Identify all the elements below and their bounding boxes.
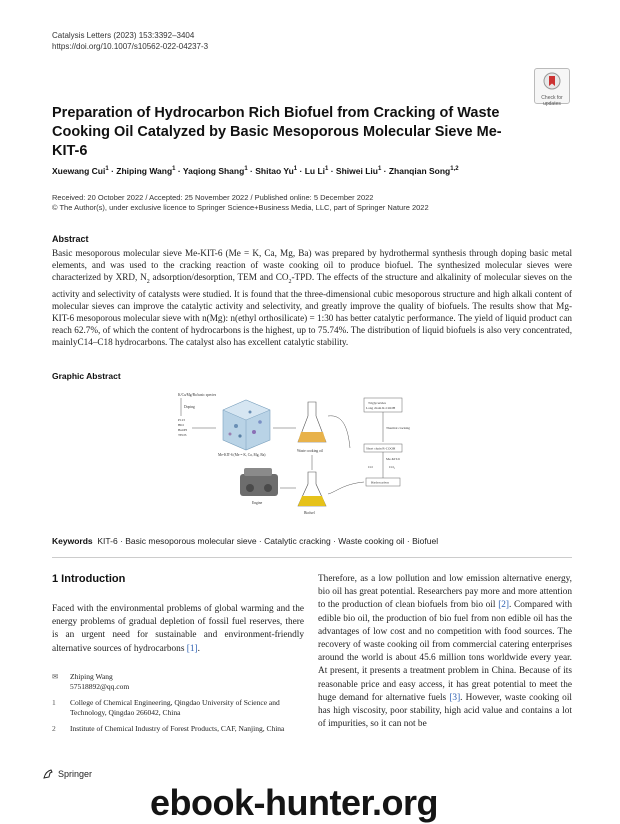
ga-co2-text: CO (389, 465, 394, 469)
abstract-part1: Basic mesoporous molecular sieve Me-KIT-6 (Me = K, Ca, Mg, Ba) was prepared by hydrothermal synthesis through doping basic metal elements, and was used to the cracking reaction of waste cooking oil to produce biofuel. The synthesized molecular sieves were characterized by XRD, N (52, 248, 572, 283)
envelope-icon: ✉ (52, 672, 59, 681)
keywords-label: Keywords (52, 536, 93, 546)
doi-link[interactable]: https://doi.org/10.1007/s10562-022-04237-3 (52, 42, 209, 51)
journal-name: Catalysis Letters (2023) 153:3392–3404 (52, 31, 195, 40)
graphic-abstract-figure (178, 388, 448, 518)
abstract-part3: -TPD. The effects of the structure and alkalinity of molecular sieves on the activity and selectivity of catalysts were studied. It is found that the three-dimensional cubic mesoporous structure and high alkali content of molecular sieves can improve the catalytic activity and selectivity, and greatly improve the quality of biofuels. The results show that Mg-KIT-6 mesoporous molecular sieve with n(Mg): n(ethyl orthosilicate) = 1:30 has better catalytic performance. The yield of liquid product can reach 62.7%, of which the content of hydrocarbons is the highest, up to 75.74%. The distribution of liquid biofuels is also very concentrated, mainlyC14–C18 hydrocarbons. The catalyst also has excellent catalytic stability. (52, 272, 572, 348)
abstract-part2: adsorption/desorption, TEM and CO (149, 272, 289, 283)
author-affiliation-mark: 1 (172, 166, 176, 172)
citation-link[interactable]: [3] (449, 692, 461, 703)
graphic-abstract-heading: Graphic Abstract (52, 371, 121, 381)
journal-header (52, 30, 208, 52)
affiliation-2-text: Institute of Chemical Industry of Forest Products, CAF, Nanjing, China (70, 724, 285, 733)
introduction-heading: 1 Introduction (52, 573, 126, 585)
ga-return-arrow (328, 482, 364, 494)
ga-long-chain: Long chain R-COOH (366, 406, 396, 410)
author-name[interactable]: Zhiping Wang$^1$ (116, 165, 176, 176)
author-name[interactable]: Xuewang Cui$^1$ (52, 165, 109, 176)
check-for-updates-badge[interactable] (534, 68, 570, 107)
abstract-sub1: 2 (146, 279, 150, 286)
author-affiliation-mark: 1,2 (450, 166, 459, 172)
affiliation-1 (52, 698, 304, 718)
affiliation-1-text: College of Chemical Engineering, Qingdao University of Science and Technology, Qingdao 266042, China (70, 698, 280, 717)
author-affiliation-mark: 1 (293, 166, 298, 172)
citation-link[interactable]: [2] (498, 600, 510, 611)
ga-co2-sub: 2 (393, 467, 395, 470)
corresponding-name: Zhiping Wang (70, 672, 113, 681)
footnotes (52, 672, 304, 740)
abstract-heading: Abstract (52, 234, 89, 244)
abstract-text (52, 247, 572, 349)
author-name[interactable]: Shiwei Liu$^1$ (335, 165, 382, 176)
author-affiliation-mark: 1 (244, 166, 248, 172)
ga-oil-label: Waste cooking oil (297, 449, 323, 453)
ga-triglycerides: Triglycerides (368, 401, 386, 405)
copyright-line: © The Author(s), under exclusive licence to Springer Science+Business Media, LLC, part of Springer Nature 2022 (52, 203, 429, 212)
ga-engine-label: Engine (252, 501, 263, 505)
author-name[interactable]: Yaqiong Shang$^1$ (182, 165, 248, 176)
dates-line: Received: 20 October 2022 / Accepted: 25 November 2022 / Published online: 5 December 2022 (52, 193, 374, 202)
paper-title: Preparation of Hydrocarbon Rich Biofuel from Cracking of Waste Cooking Oil Catalyzed by Basic Mesoporous Molecular Sieve Me-KIT-6 (52, 105, 502, 159)
keywords-list: KIT-6 · Basic mesoporous molecular sieve · Catalytic cracking · Waste cooking oil · Biofuel (97, 536, 439, 546)
intro-column-right (318, 573, 572, 731)
author-name[interactable]: Shitao Yu$^1$ (255, 165, 298, 176)
affiliation-2-number: 2 (52, 724, 56, 733)
ga-co2 (389, 465, 396, 470)
ga-species-label: K/Ca/Mg/Ba basic species (178, 393, 217, 397)
intro-column-left: Faced with the environmental problems of global warming and the energy problems of gradual depletion of fossil fuel reserves, there is an urgent need for sustainable and environment-friendly alternative sources of hydrocarbons [1]. (52, 604, 304, 654)
ga-mekit: Me-KIT-6 (386, 457, 400, 461)
catalyst-cube-illustration (223, 400, 270, 450)
ga-buoh: BuOH (178, 428, 187, 432)
biofuel-flask-illustration (298, 472, 326, 506)
publisher-name: Springer (58, 769, 93, 779)
section-divider (52, 557, 572, 558)
badge-label: Check for updates (541, 95, 563, 107)
author-name[interactable]: Zhanqian Song$^{1,2}$ (388, 165, 459, 176)
ga-short-chain: Short chain R-COOH (366, 446, 396, 451)
ga-biofuel-label: Biofuel (304, 511, 315, 515)
abstract-sub2: 2 (288, 279, 292, 286)
affiliation-2 (52, 724, 304, 734)
affiliation-1-number: 1 (52, 698, 56, 707)
ga-teos: TEOS (178, 433, 187, 437)
author-affiliation-mark: 1 (377, 166, 382, 172)
intro-col1-text: Faced with the environmental problems of global warming and the energy problems of gradual depletion of fossil fuel reserves, there is an urgent need for sustainable and environment-friendly alternative sources of hydrocarbons (52, 604, 304, 654)
ga-co: CO (368, 465, 373, 469)
intro-col2-text-b: . Compared with edible bio oil, the production of bio fuel from non edible oil has the advantages of low cost and no competition with food sources. The recovery of waste cooking oil from commercial catering enterprises around the world is about 45.6 million tons worldwide every year. At present, it presents a treatment problem in China. Because of its reasonable price and easy access, it has great potential to meet the huge demand for alternative fuels (318, 600, 572, 703)
author-list: Xuewang Cui$^1$ · Zhiping Wang$^1$ · Yaqiong Shang$^1$ · Shitao $Yu^1 \cdot Lu$ $Li^1$ · Shiwei Liu$^1$ · Zhanqian Song$^{1,2}$ (52, 165, 459, 176)
intro-col2-text-c: . However, waste cooking oil has high viscosity, poor stability, high acid value and contains a lot of impurities, so it can not be (318, 692, 572, 730)
corresponding-email[interactable]: 57518892@qq.com (70, 682, 130, 691)
waste-oil-flask-illustration (298, 402, 326, 442)
author-affiliation-mark: 1 (105, 166, 109, 172)
author-affiliation-mark: 1 (325, 166, 329, 172)
keywords-section (52, 536, 572, 546)
engine-illustration (240, 468, 278, 496)
watermark: ebook-hunter.org (150, 782, 438, 823)
citation-link[interactable]: [1] (186, 643, 198, 654)
ga-p123: P123 (178, 418, 185, 422)
publication-dates (52, 193, 572, 213)
ga-catalyst-label: Me-KIT-6 (Me = K, Ca, Mg, Ba) (218, 453, 266, 457)
corresponding-author (52, 672, 304, 692)
ga-curved-arrow (328, 416, 350, 448)
author-name[interactable]: Lu Li$^1$ (304, 165, 329, 176)
springer-horse-icon (42, 768, 54, 780)
ga-hydrocarbon: Hydrocarbon (371, 480, 389, 485)
publisher-logo (42, 768, 92, 780)
ga-thermal: Thermal cracking (386, 426, 411, 430)
ga-bio: BIO (178, 423, 184, 427)
intro-col2-text-a: Therefore, as a low pollution and low emission alternative energy, bio oil has great potential. Researchers pay more and more attention to the production of clean biofuels from bio oil (318, 574, 572, 611)
ga-doping-label: Doping (184, 405, 195, 409)
bookmark-icon (543, 72, 561, 90)
